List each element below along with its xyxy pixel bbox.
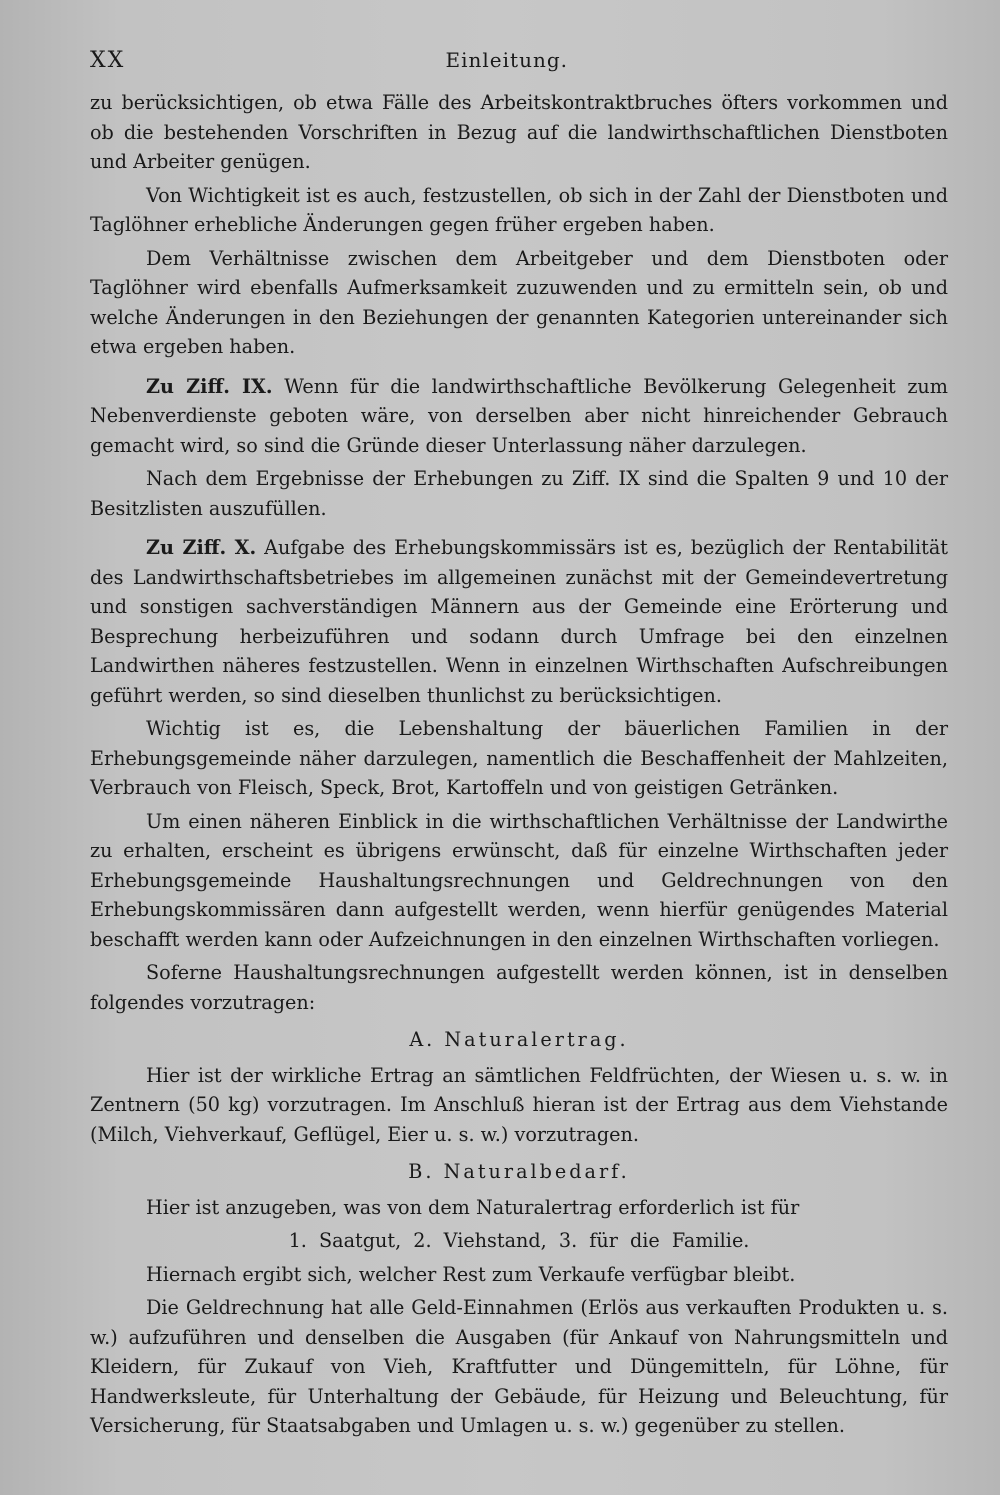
paragraph-ziff-x xyxy=(90,533,948,710)
section-heading-a: A. Naturalertrag. xyxy=(409,1028,629,1051)
page-number: XX xyxy=(90,48,126,73)
paragraph-ziff-ix xyxy=(90,372,948,461)
paragraph-body: Wenn für die landwirthschaftliche Bevölkerung Gelegenheit zum Nebenverdienste geboten wäre, von derselben aber nicht hinreichender Gebrauch gemacht wird, so sind die Gründe dieser Unterlassung näher darzulegen. xyxy=(90,374,948,457)
section-b-after: Hiernach ergibt sich, welcher Rest zum Verkaufe verfügbar bleibt. xyxy=(146,1262,796,1286)
section-b-list: 1. Saatgut, 2. Viehstand, 3. für die Familie. xyxy=(288,1229,750,1252)
paragraph: Soferne Haushaltungsrechnungen aufgestellt werden können, ist in denselben folgendes vorzutragen: xyxy=(90,961,948,1014)
section-b-intro: Hier ist anzugeben, was von dem Naturalertrag erforderlich ist für xyxy=(146,1195,800,1219)
section-heading-b: B. Naturalbedarf. xyxy=(408,1160,630,1183)
paragraph: Nach dem Ergebnisse der Erhebungen zu Ziff. IX sind die Spalten 9 und 10 der Besitzlisten auszufüllen. xyxy=(90,467,948,520)
section-a-text: Hier ist der wirkliche Ertrag an sämtlichen Feldfrüchten, der Wiesen u. s. w. in Zentnern (50 kg) vorzutragen. Im Anschluß hieran ist der Ertrag aus dem Viehstande (Milch, Viehverkauf, Geflügel, Eier u. s. w.) vorzutragen. xyxy=(90,1063,948,1146)
paragraph: zu berücksichtigen, ob etwa Fälle des Arbeitskontraktbruches öfters vorkommen und ob die bestehenden Vorschriften in Bezug auf die landwirthschaftlichen Dienstboten und Arbeiter genügen. xyxy=(90,91,948,173)
body-text xyxy=(90,88,948,1441)
page-header xyxy=(90,48,948,88)
paragraph: Dem Verhältnisse zwischen dem Arbeitgeber und dem Dienstboten oder Taglöhner wird ebenfalls Aufmerksamkeit zuzuwenden und zu ermitteln sein, ob und welche Änderungen in den Beziehungen der genannten Kategorien untereinander sich etwa ergeben haben. xyxy=(90,246,948,358)
paragraph-lead: Zu Ziff. X. xyxy=(146,536,257,559)
paragraph: Von Wichtigkeit ist es auch, festzustellen, ob sich in der Zahl der Dienstboten und Taglöhner erhebliche Änderungen gegen früher ergeben haben. xyxy=(90,183,948,236)
section-b-money: Die Geldrechnung hat alle Geld-Einnahmen (Erlös aus verkauften Produkten u. s. w.) aufzuführen und denselben die Ausgaben (für Ankauf von Nahrungsmitteln und Kleidern, für Zukauf von Vieh, Kraftfutter und Düngemitteln, für Löhne, für Handwerksleute, für Unterhaltung der Gebäude, für Heizung und Beleuchtung, für Versicherung, für Staatsabgaben und Umlagen u. s. w.) gegenüber zu stellen. xyxy=(90,1296,948,1437)
paragraph: Um einen näheren Einblick in die wirthschaftlichen Verhältnisse der Landwirthe zu erhalten, erscheint es übrigens erwünscht, daß für einzelne Wirthschaften jeder Erhebungsgemeinde Haushaltungsrechnungen und Geldrechnungen von den Erhebungskommissären dann aufgestellt werden, wenn hierfür genügendes Material beschafft werden kann oder Aufzeichnungen in den einzelnen Wirthschaften vorliegen. xyxy=(90,809,948,951)
paragraph-lead: Zu Ziff. IX. xyxy=(146,374,273,398)
running-title: Einleitung. xyxy=(445,48,568,72)
paragraph-body: Aufgabe des Erhebungskommissärs ist es, bezüglich der Rentabilität des Landwirthschaftsbetriebes im allgemeinen zunächst mit der Gemeindevertretung und sonstigen sachverständigen Männern aus der Gemeinde eine Erörterung und Besprechung herbeizuführen und sodann durch Umfrage bei den einzelnen Landwirthen näheres festzustellen. Wenn in einzelnen Wirthschaften Aufschreibungen geführt werden, so sind dieselben thunlichst zu berücksichtigen. xyxy=(90,536,948,707)
paragraph: Wichtig ist es, die Lebenshaltung der bäuerlichen Familien in der Erhebungsgemeinde näher darzulegen, namentlich die Beschaffenheit der Mahlzeiten, Verbrauch von Fleisch, Speck, Brot, Kartoffeln und von geistigen Getränken. xyxy=(90,717,948,799)
